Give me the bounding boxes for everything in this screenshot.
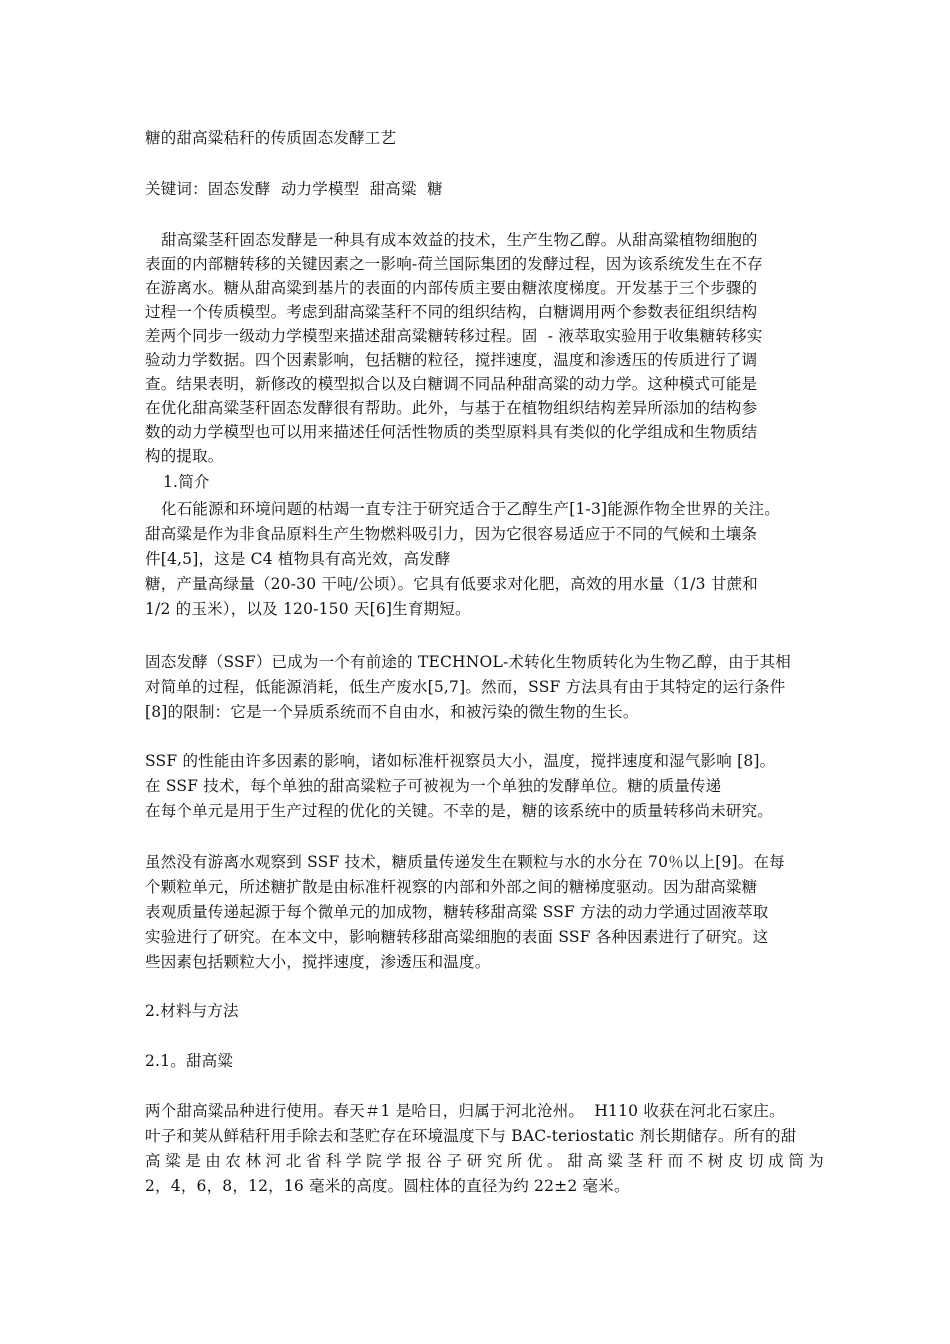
intro-line: 糖，产量高绿量（20-30 干吨/公顷）。它具有低要求对化肥，高效的用水量（1/3 甘蔗和 bbox=[145, 575, 758, 593]
intro-line: 实验进行了研究。在本文中，影响糖转移甜高粱细胞的表面 SSF 各种因素进行了研究。这 bbox=[145, 928, 769, 946]
abstract-line: 在优化甜高粱茎秆固态发酵很有帮助。此外，与基于在植物组织结构差异所添加的结构参 bbox=[145, 399, 758, 417]
abstract-line: 甜高粱茎秆固态发酵是一种具有成本效益的技术，生产生物乙醇。从甜高粱植物细胞的 bbox=[161, 231, 758, 249]
section-1-heading: 1.简介 bbox=[163, 473, 210, 491]
intro-line: 个颗粒单元，所述糖扩散是由标准杆视察的内部和外部之间的糖梯度驱动。因为甜高粱糖 bbox=[145, 878, 758, 896]
intro-line: 对简单的过程，低能源消耗，低生产废水[5,7]。然而，SSF 方法具有由于其特定的运行条件 bbox=[145, 678, 786, 696]
keywords-line: 关键词：固态发酵 动力学模型 甜高粱 糖 bbox=[145, 180, 443, 198]
abstract-line: 数的动力学模型也可以用来描述任何活性物质的类型原料具有类似的化学组成和生物质结 bbox=[145, 423, 758, 441]
intro-line: 在每个单元是用于生产过程的优化的关键。不幸的是，糖的该系统中的质量转移尚未研究。 bbox=[145, 802, 774, 820]
materials-line: 2，4，6，8，12，16 毫米的高度。圆柱体的直径为约 22±2 毫米。 bbox=[145, 1177, 630, 1195]
materials-line: 叶子和荚从鲜秸秆用手除去和茎贮存在环境温度下与 BAC-teriostatic 剂长期储存。所有的甜 bbox=[145, 1127, 797, 1145]
materials-line: 两个甜高粱品种进行使用。春天＃1 是哈日，归属于河北沧州。 H110 收获在河北石家庄。 bbox=[145, 1102, 785, 1120]
abstract-line: 构的提取。 bbox=[145, 447, 224, 465]
section-2-1-heading: 2.1。甜高粱 bbox=[145, 1052, 234, 1070]
intro-line: 表观质量传递起源于每个微单元的加成物，糖转移甜高粱 SSF 方法的动力学通过固液萃取 bbox=[145, 903, 769, 921]
intro-line: 在 SSF 技术，每个单独的甜高粱粒子可被视为一个单独的发酵单位。糖的质量传递 bbox=[145, 777, 722, 795]
abstract-line: 过程一个传质模型。考虑到甜高粱茎秆不同的组织结构，白糖调用两个参数表征组织结构 bbox=[145, 303, 758, 321]
abstract-line: 验动力学数据。四个因素影响，包括糖的粒径，搅拌速度，温度和渗透压的传质进行了调 bbox=[145, 351, 758, 369]
intro-line: SSF 的性能由许多因素的影响，诸如标准杆视察员大小，温度，搅拌速度和湿气影响 [8]。 bbox=[145, 752, 776, 770]
intro-line: 化石能源和环境问题的枯竭一直专注于研究适合于乙醇生产[1-3]能源作物全世界的关注。 bbox=[161, 500, 780, 518]
abstract-line: 差两个同步一级动力学模型来描述甜高粱糖转移过程。固 - 液萃取实验用于收集糖转移实 bbox=[145, 327, 763, 345]
intro-line: 虽然没有游离水观察到 SSF 技术，糖质量传递发生在颗粒与水的水分在 70％以上[9]。在每 bbox=[145, 853, 785, 871]
intro-line: 1/2 的玉米），以及 120-150 天[6]生育期短。 bbox=[145, 600, 471, 618]
section-2-heading: 2.材料与方法 bbox=[145, 1002, 239, 1020]
materials-line: 高粱是由农林河北省科学院学报谷子研究所优。甜高粱茎秆而不树皮切成筒为 bbox=[145, 1152, 829, 1170]
intro-line: 固态发酵（SSF）已成为一个有前途的 TECHNOL-术转化生物质转化为生物乙醇，由于其相 bbox=[145, 653, 791, 671]
intro-line: [8]的限制：它是一个异质系统而不自由水，和被污染的微生物的生长。 bbox=[145, 703, 639, 721]
abstract-line: 表面的内部糖转移的关键因素之一影响-荷兰国际集团的发酵过程，因为该系统发生在不存 bbox=[145, 255, 763, 273]
intro-line: 甜高粱是作为非食品原料生产生物燃料吸引力，因为它很容易适应于不同的气候和土壤条 bbox=[145, 525, 758, 543]
intro-line: 些因素包括颗粒大小，搅拌速度，渗透压和温度。 bbox=[145, 953, 491, 971]
abstract-line: 查。结果表明，新修改的模型拟合以及白糖调不同品种甜高粱的动力学。这种模式可能是 bbox=[145, 375, 758, 393]
document-title: 糖的甜高粱秸秆的传质固态发酵工艺 bbox=[145, 129, 397, 147]
intro-line: 件[4,5]，这是 C4 植物具有高光效，高发酵 bbox=[145, 550, 451, 568]
abstract-line: 在游离水。糖从甜高粱到基片的表面的内部传质主要由糖浓度梯度。开发基于三个步骤的 bbox=[145, 279, 758, 297]
